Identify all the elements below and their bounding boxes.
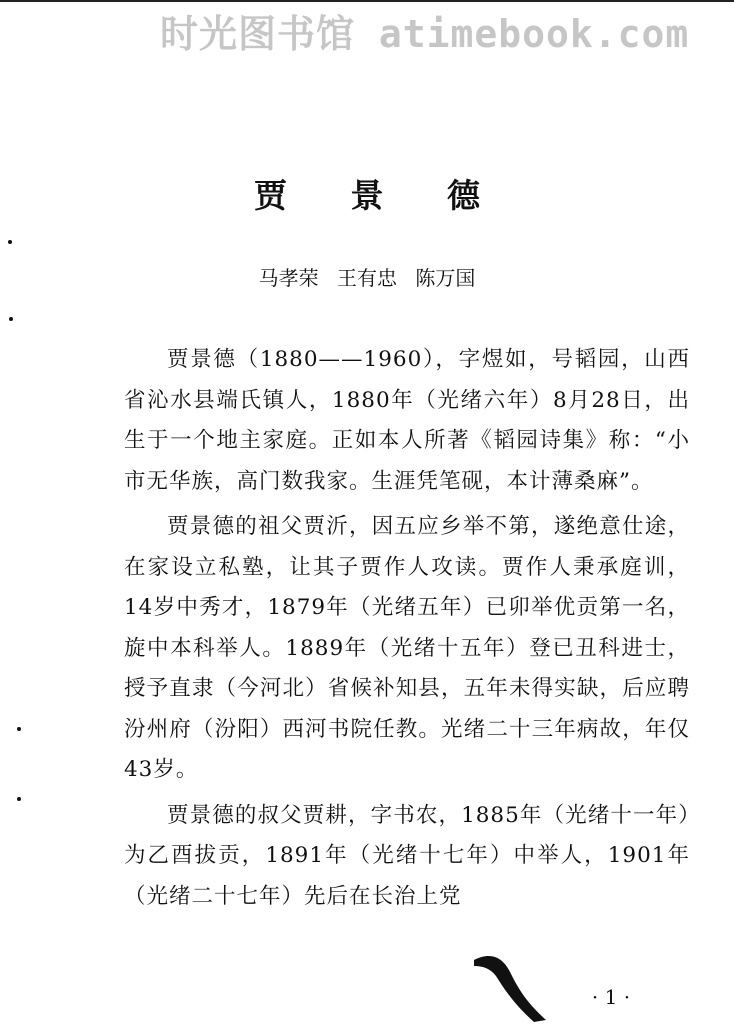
scan-speck bbox=[9, 317, 13, 321]
paragraph: 贾景德（1880——1960），字煜如，号韬园，山西省沁水县端氏镇人，1880年（光绪六年）8月28日，出生于一个地主家庭。正如本人所著《韬园诗集》称：“小市无华族，高门数我家。生涯凭笔砚，本计薄桑麻”。 bbox=[124, 347, 690, 494]
paragraph: 贾景德的叔父贾耕，字书农，1885年（光绪十一年）为乙酉拔贡，1891年（光绪十七年）中举人，1901年（光绪二十七年）先后在长治上党 bbox=[124, 802, 690, 909]
scan-speck bbox=[8, 240, 12, 244]
ink-smudge bbox=[470, 944, 560, 1024]
paragraph: 贾景德的祖父贾沂，因五应乡举不第，遂绝意仕途，在家设立私塾，让其子贾作人攻读。贾作人秉承庭训，14岁中秀才，1879年（光绪五年）已卯举优贡第一名，旋中本科举人。1889年（光绪十五年）登已丑科进士，授予直隶（今河北）省候补知县，五年未得实缺，后应聘汾州府（汾阳）西河书院任教。光绪二十三年病故，年仅43岁。 bbox=[124, 514, 690, 782]
top-border-line bbox=[0, 0, 734, 2]
body-text bbox=[124, 340, 690, 922]
scan-speck bbox=[17, 727, 21, 731]
page-number: · 1 · bbox=[591, 985, 631, 1009]
page-title: 贾 景 德 bbox=[254, 176, 506, 215]
watermark: 时光图书馆 atimebook.com bbox=[160, 12, 690, 56]
scan-speck bbox=[17, 797, 21, 801]
authors-line: 马孝荣 王有忠 陈万国 bbox=[258, 266, 476, 290]
